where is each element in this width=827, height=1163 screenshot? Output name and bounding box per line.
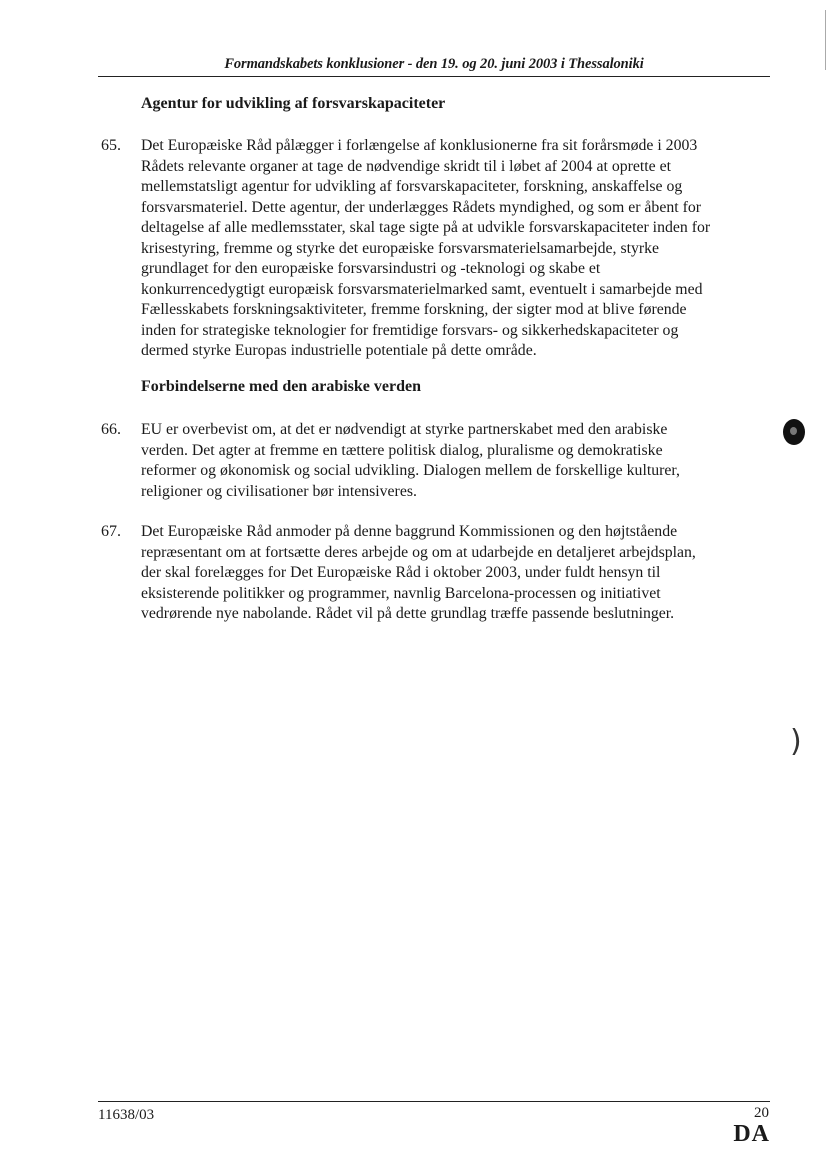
text-line: EU er overbevist om, at det er nødvendigt at styrke partnerskabet med den arabiske — [141, 421, 668, 438]
section-heading-arab-world: Forbindelserne med den arabiske verden — [141, 378, 421, 395]
punch-hole-mark — [783, 419, 805, 445]
text-line: dermed styrke Europas industrielle potentiale på dette område. — [141, 342, 537, 359]
text-line: reformer og økonomisk og social udvikling. Dialogen mellem de forskellige kulturer, — [141, 462, 680, 479]
text-line: grundlaget for den europæiske forsvarsindustri og -teknologi og skabe et — [141, 260, 601, 277]
text-line: deltagelse af alle medlemsstater, skal tage sigte på at udvikle forsvarskapaciteter inden for — [141, 219, 711, 236]
text-line: konkurrencedygtigt europæisk forsvarsmaterielmarked samt, eventuelt i samarbejde med — [141, 280, 703, 298]
text-line: Det Europæiske Råd pålægger i forlængelse af konklusionerne fra sit forårsmøde i 2003 — [141, 137, 698, 154]
page-number: 20 — [754, 1105, 769, 1121]
text-line: krisestyring, fremme og styrke det europæiske forsvarsmaterielsamarbejde, styrke — [141, 239, 660, 257]
text-line: mellemstatsligt agentur for udvikling af forsvarskapaciteter, forskning, anskaffelse og — [141, 178, 683, 195]
text-line: religioner og civilisationer bør intensiveres. — [141, 482, 417, 500]
text-line: Det Europæiske Råd anmoder på denne baggrund Kommissionen og den højtstående — [141, 523, 678, 540]
paragraph-67-text — [141, 522, 765, 625]
paragraph-66-text — [141, 420, 765, 502]
header-rule — [98, 76, 770, 77]
paragraph-number: 65. — [101, 137, 121, 154]
text-line: eksisterende politikker og programmer, navnlig Barcelona-processen og initiativet — [141, 584, 661, 602]
text-line: vedrørende nye nabolande. Rådet vil på dette grundlag træffe passende beslutninger. — [141, 605, 675, 622]
text-line: verden. Det agter at fremme en tættere politisk dialog, pluralisme og demokratiske — [141, 441, 663, 459]
paragraph-number: 67. — [101, 523, 121, 540]
text-line: der skal forelægges for Det Europæiske Råd i oktober 2003, under fuldt hensyn til — [141, 564, 661, 581]
paragraph-number: 66. — [101, 421, 121, 438]
text-line: forsvarsmateriel. Dette agentur, der underlægges Rådets myndighed, og som er åbent for — [141, 198, 701, 216]
margin-bracket-mark: ) — [790, 724, 802, 759]
language-code: DA — [733, 1121, 770, 1147]
page-header-title: Formandskabets konklusioner - den 19. og 20. juni 2003 i Thessaloniki — [224, 56, 644, 72]
scan-edge-line — [825, 10, 826, 70]
text-line: Fællesskabets forskningsaktiviteter, fremme forskning, der sigter mod at blive førende — [141, 301, 687, 318]
text-line: inden for strategiske teknologier for fremtidige forsvars- og sikkerhedskapaciteter og — [141, 321, 679, 339]
text-line: Rådets relevante organer at tage de nødvendige skridt til i løbet af 2004 at oprette et — [141, 157, 672, 175]
document-number: 11638/03 — [98, 1107, 155, 1123]
text-line: repræsentant om at fortsætte deres arbejde og om at udarbejde en detaljeret arbejdsplan, — [141, 543, 696, 561]
footer-rule — [98, 1101, 770, 1102]
section-heading-defence-agency: Agentur for udvikling af forsvarskapaciteter — [141, 95, 446, 112]
paragraph-65-text — [141, 136, 765, 362]
